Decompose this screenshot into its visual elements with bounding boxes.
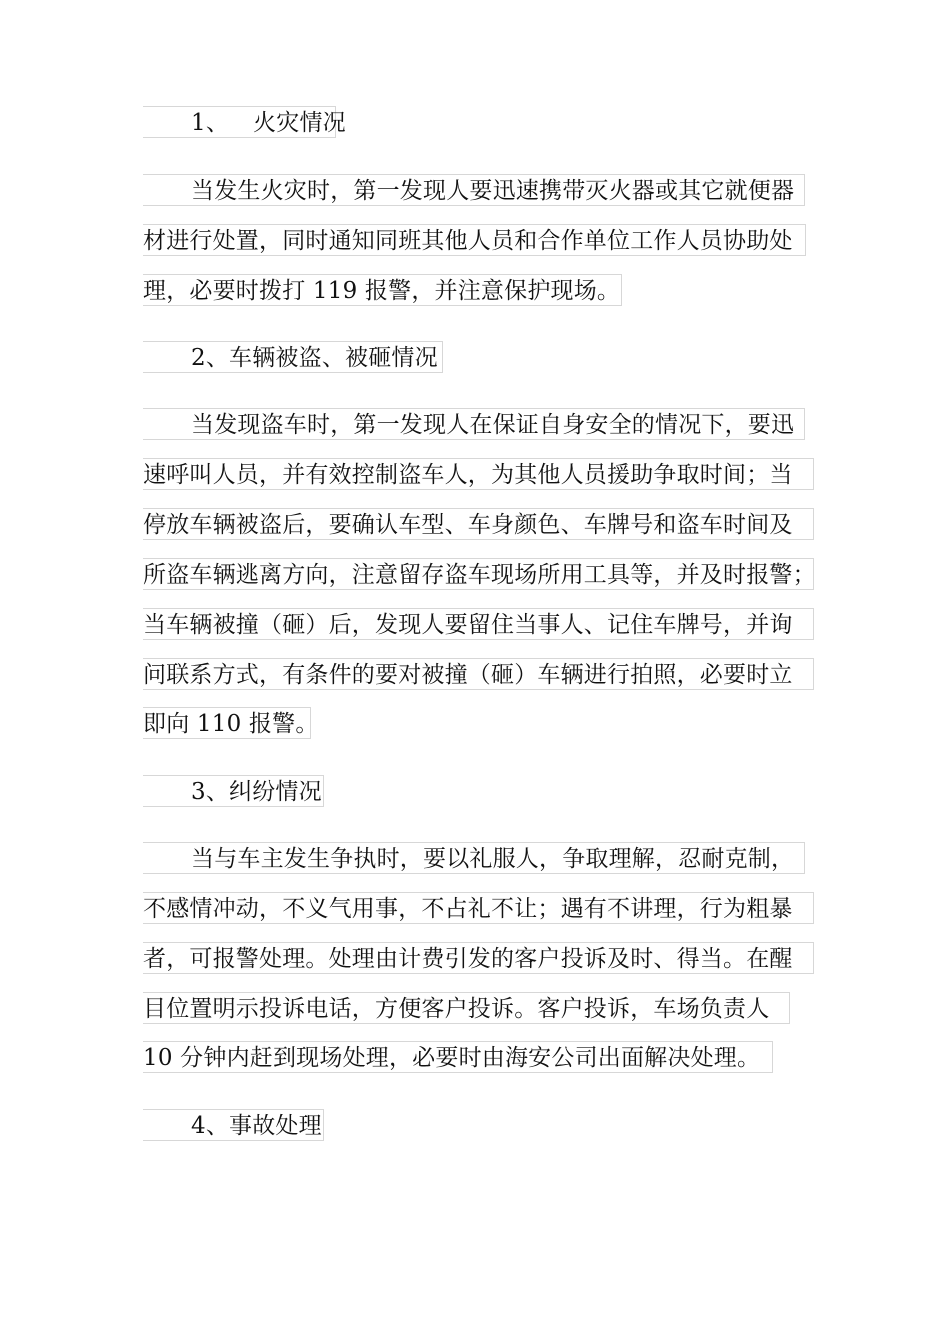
paragraph-line: 当与车主发生争执时，要以礼服人，争取理解，忍耐克制， [143,842,805,874]
heading-title: 火灾情况 [253,110,346,136]
paragraph-line: 理，必要时拨打 119 报警，并注意保护现场。 [143,274,622,306]
paragraph-line: 不感情冲动，不义气用事，不占礼不让；遇有不讲理，行为粗暴 [143,892,814,924]
section-heading: 4、事故处理 [143,1109,324,1141]
paragraph-line: 目位置明示投诉电话，方便客户投诉。客户投诉，车场负责人 [143,992,790,1024]
section-heading: 2、车辆被盗、被砸情况 [143,341,443,373]
paragraph-line: 者，可报警处理。处理由计费引发的客户投诉及时、得当。在醒 [143,942,814,974]
paragraph-line: 速呼叫人员，并有效控制盗车人，为其他人员援助争取时间；当 [143,458,814,490]
paragraph-line: 当车辆被撞（砸）后，发现人要留住当事人、记住车牌号，并询 [143,608,814,640]
paragraph-line: 材进行处置，同时通知同班其他人员和合作单位工作人员协助处 [143,224,806,256]
paragraph-line: 停放车辆被盗后，要确认车型、车身颜色、车牌号和盗车时间及 [143,508,814,540]
paragraph-line: 所盗车辆逃离方向，注意留存盗车现场所用工具等，并及时报警； [143,558,814,590]
section-heading [143,106,346,138]
paragraph-line: 即向 110 报警。 [143,707,311,739]
section-heading: 3、纠纷情况 [143,775,324,807]
paragraph-line: 当发生火灾时，第一发现人要迅速携带灭火器或其它就便器 [143,174,805,206]
heading-number: 1、 [191,110,230,136]
paragraph-line: 10 分钟内赶到现场处理，必要时由海安公司出面解决处理。 [143,1041,773,1073]
paragraph-line: 问联系方式，有条件的要对被撞（砸）车辆进行拍照，必要时立 [143,658,814,690]
paragraph-line: 当发现盗车时，第一发现人在保证自身安全的情况下，要迅 [143,408,805,440]
